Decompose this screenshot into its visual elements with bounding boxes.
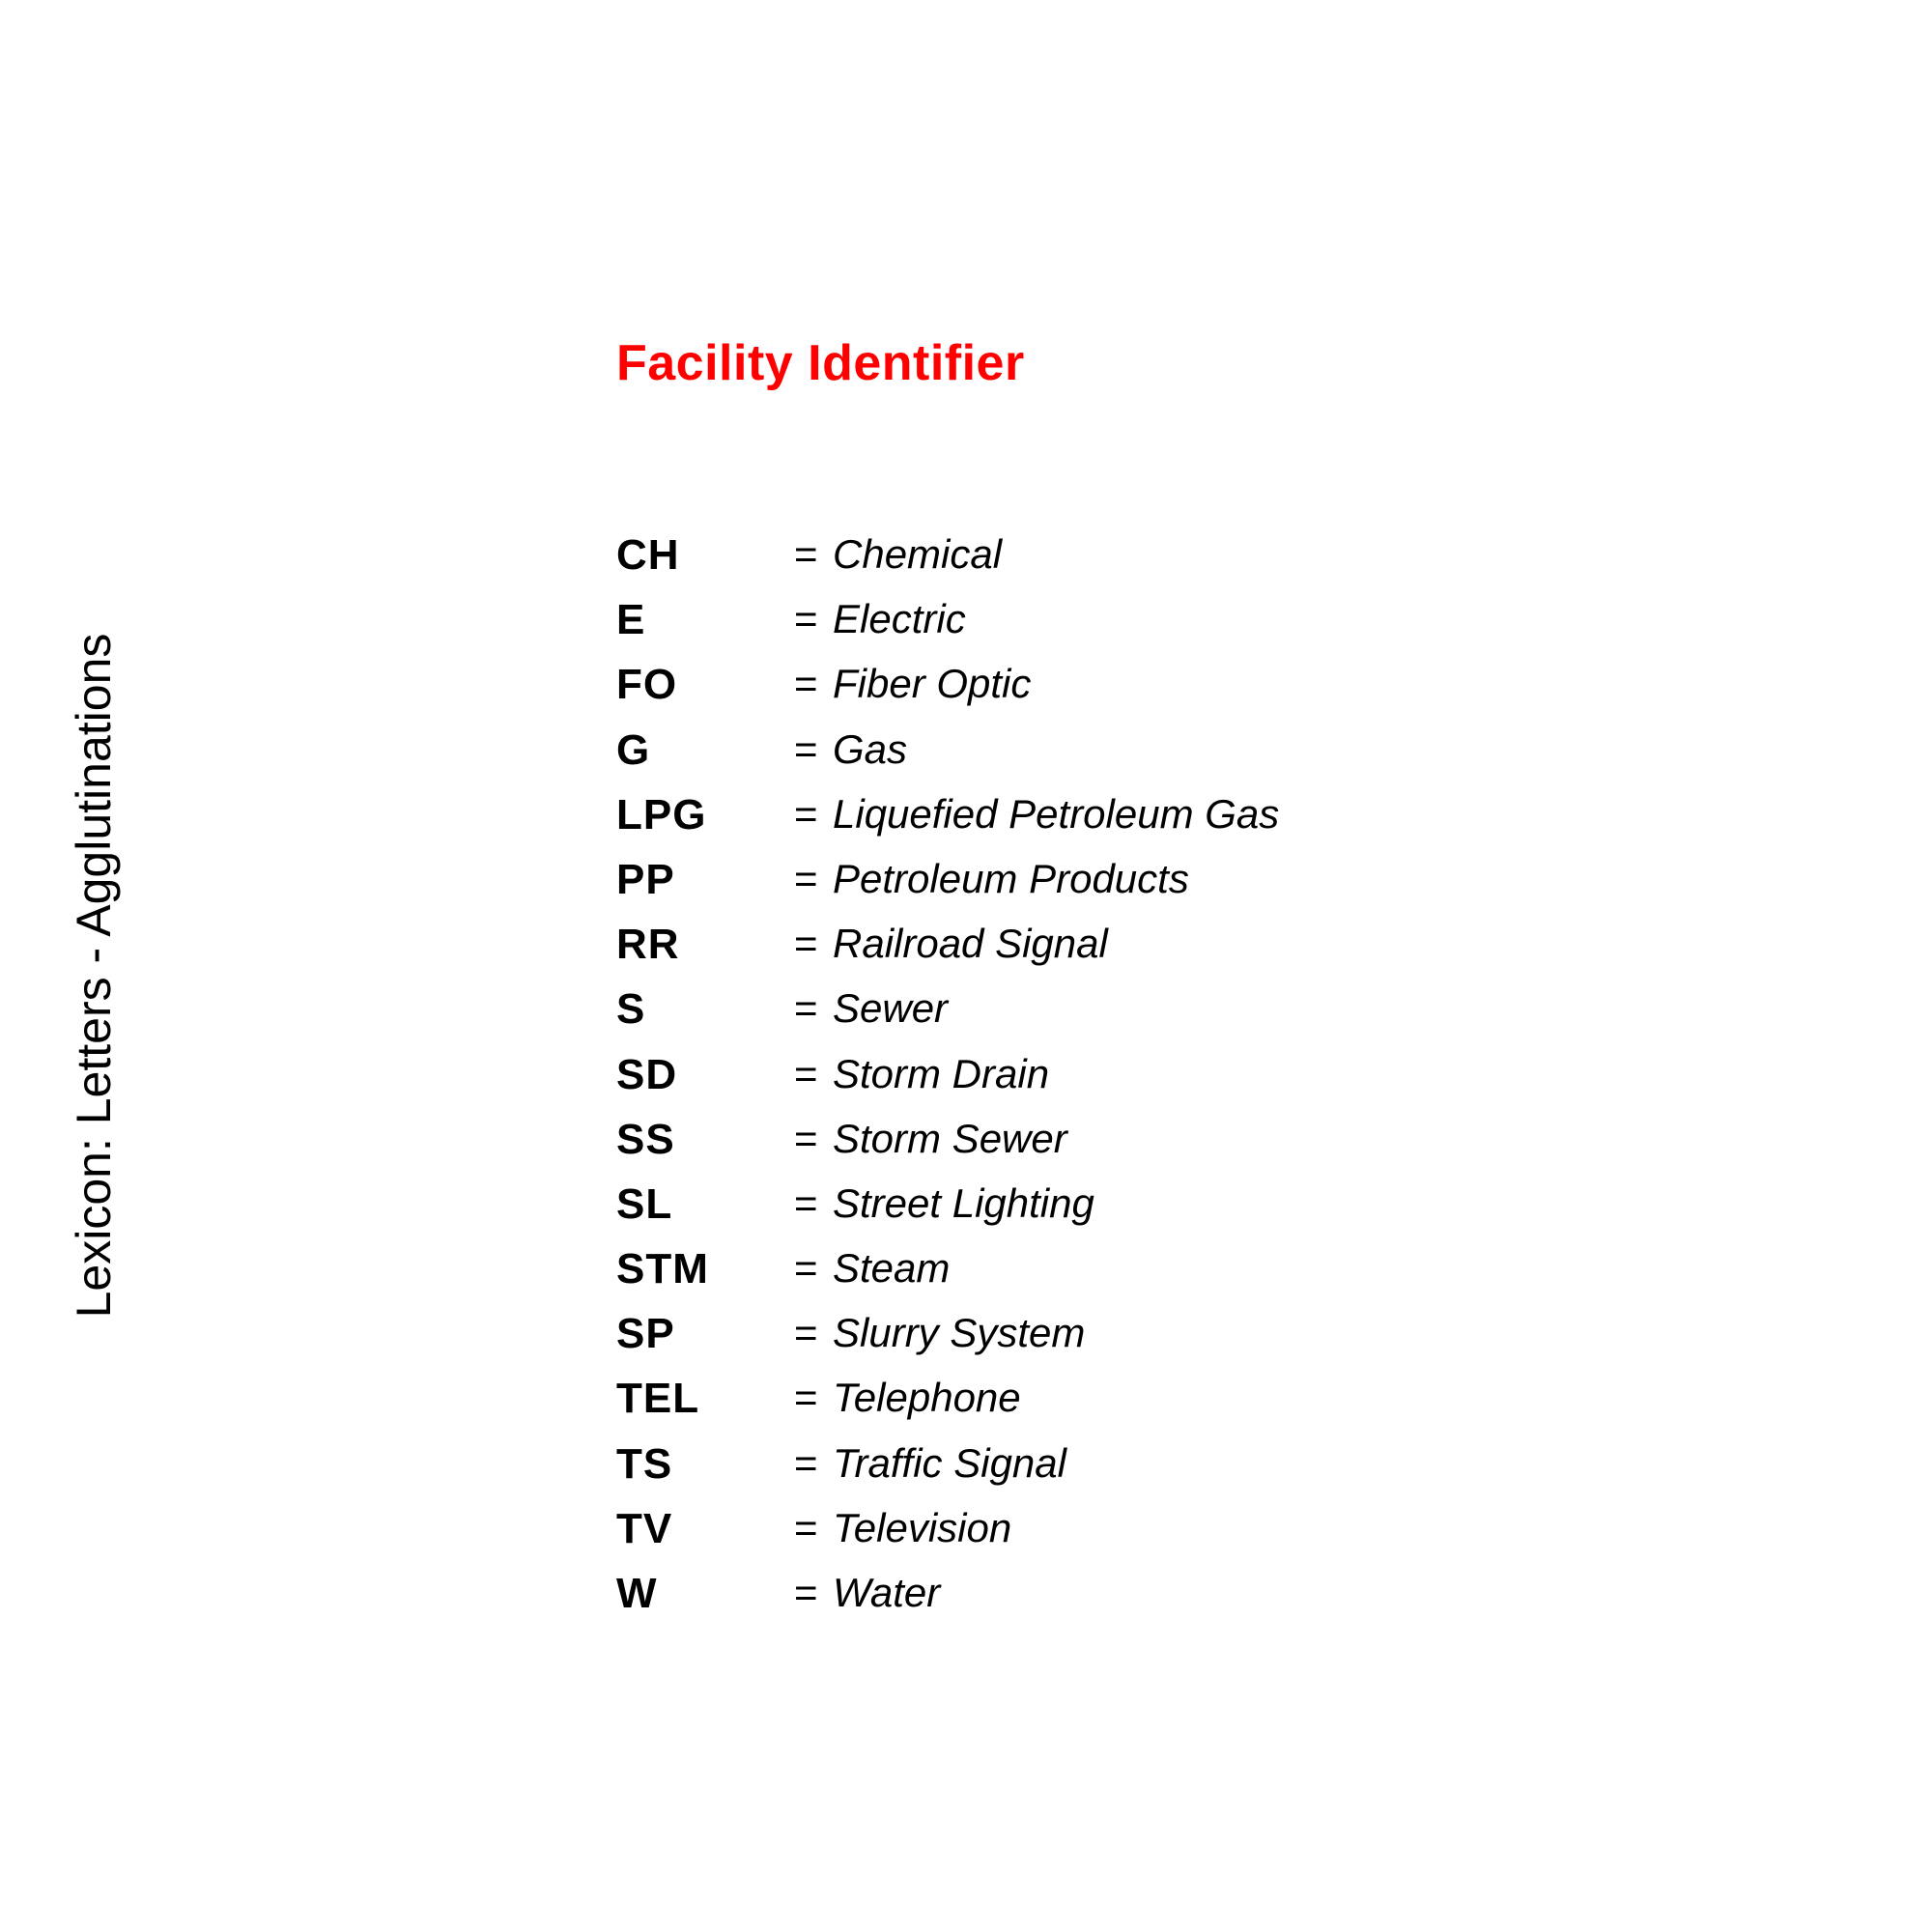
equals-sign: = — [794, 790, 818, 837]
list-item — [616, 596, 1279, 664]
equals-sign: = — [794, 1375, 818, 1421]
list-item — [616, 923, 1279, 988]
list-item — [616, 1050, 1279, 1119]
facility-meaning: Street Lighting — [833, 1179, 1094, 1226]
facility-meaning: Water — [833, 1570, 941, 1615]
list-item — [616, 1504, 1279, 1573]
facility-code: RR — [616, 921, 680, 969]
facility-meaning: Gas — [833, 725, 908, 772]
list-item — [616, 1310, 1279, 1378]
equals-sign: = — [794, 725, 818, 772]
facility-meaning: Railroad Signal — [833, 921, 1108, 967]
facility-meaning: Traffic Signal — [833, 1439, 1066, 1486]
facility-meaning: Electric — [833, 596, 966, 642]
facility-code: SD — [616, 1050, 678, 1098]
facility-code: SP — [616, 1310, 675, 1358]
facility-code: TEL — [616, 1375, 700, 1423]
facility-meaning: Liquefied Petroleum Gas — [833, 790, 1280, 837]
page-title: Facility Identifier — [616, 335, 1025, 391]
facility-meaning: Steam — [833, 1245, 951, 1292]
facility-code: PP — [616, 855, 675, 903]
list-item — [616, 790, 1280, 859]
list-item — [616, 1375, 1279, 1442]
list-item — [616, 1115, 1279, 1183]
list-item — [616, 531, 1279, 599]
facility-meaning: Petroleum Products — [833, 855, 1189, 901]
facility-meaning: Storm Sewer — [833, 1115, 1067, 1161]
facility-meaning: Telephone — [833, 1375, 1021, 1421]
list-item — [616, 985, 1279, 1053]
facility-code: LPG — [616, 790, 707, 838]
equals-sign: = — [794, 1115, 818, 1161]
list-item — [616, 1245, 1279, 1313]
list-item — [616, 1570, 1279, 1637]
facility-code: W — [616, 1570, 658, 1617]
equals-sign: = — [794, 1504, 818, 1550]
facility-code: S — [616, 985, 646, 1034]
list-item — [616, 1179, 1279, 1248]
equals-sign: = — [794, 1439, 818, 1486]
equals-sign: = — [794, 1310, 818, 1356]
facility-code: CH — [616, 531, 680, 579]
facility-meaning: Slurry System — [833, 1310, 1086, 1356]
facility-meaning: Television — [833, 1504, 1012, 1550]
equals-sign: = — [794, 1179, 818, 1226]
equals-sign: = — [794, 855, 818, 901]
list-item — [616, 1439, 1279, 1508]
equals-sign: = — [794, 531, 818, 577]
facility-code-list — [616, 531, 1280, 1637]
list-item — [616, 725, 1279, 794]
facility-meaning: Chemical — [833, 531, 1003, 577]
facility-code: TV — [616, 1504, 673, 1552]
facility-code: TS — [616, 1439, 673, 1488]
facility-code: SS — [616, 1115, 675, 1163]
facility-code: FO — [616, 661, 678, 709]
facility-code: SL — [616, 1179, 673, 1228]
list-item — [616, 855, 1279, 923]
facility-meaning: Fiber Optic — [833, 661, 1032, 707]
facility-code: E — [616, 596, 646, 644]
equals-sign: = — [794, 985, 818, 1032]
equals-sign: = — [794, 921, 818, 967]
equals-sign: = — [794, 1245, 818, 1292]
facility-code: STM — [616, 1245, 709, 1293]
side-label: Lexicon: Letters - Agglutinations — [67, 633, 121, 1319]
facility-code: G — [616, 725, 651, 774]
equals-sign: = — [794, 1050, 818, 1096]
equals-sign: = — [794, 596, 818, 642]
equals-sign: = — [794, 1570, 818, 1615]
equals-sign: = — [794, 661, 818, 707]
facility-meaning: Storm Drain — [833, 1050, 1050, 1096]
facility-meaning: Sewer — [833, 985, 949, 1032]
list-item — [616, 661, 1279, 728]
